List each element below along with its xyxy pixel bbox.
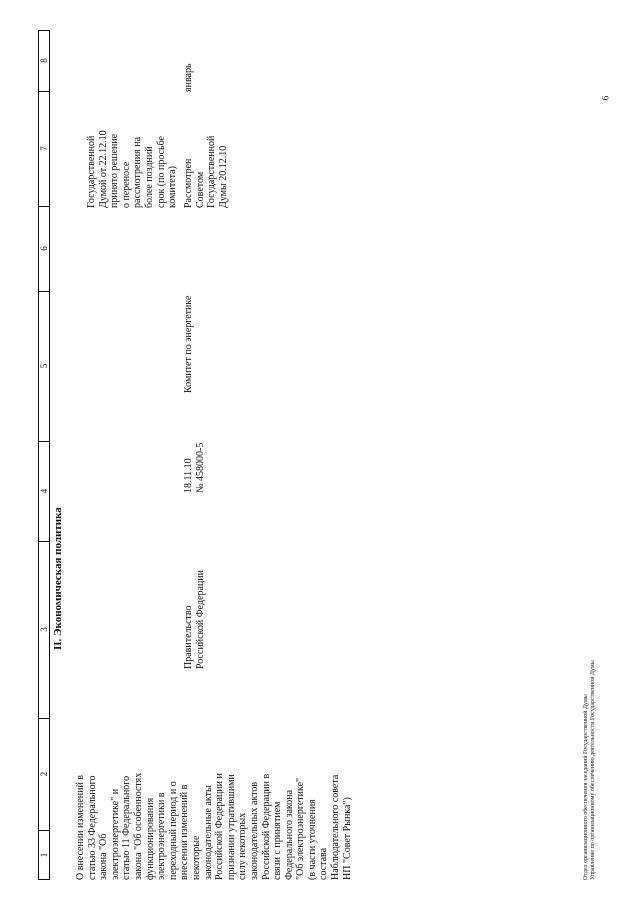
column-header-3: 3 [39,541,49,719]
column-header-6: 6 [39,206,49,292]
row-title-lines: О внесении изменений в статью 33 Федерального закона "Об электроэнергетике" и статью 11 Федерального закона "Об особенностях функционирования электроэнергетики в переходный период и о внесении изменений в некоторые законодательные акты Российской Федерации и признании утратившими силу некоторых законодательных актов Российской Федерации в связи с принятием Федерального закона "Об электроэнергетике" (в части уточнения состава Наблюдательного совета НП "Совет Рынка") [75,772,353,880]
initiator-text: Правительство Российской Федерации [183,569,206,669]
committee-text: Комитет по энергетике [183,295,194,393]
footer-line-1: Отдел организационного обеспечения заседаний Государственной Думы [583,694,589,880]
page-number: 6 [600,95,611,101]
column-header-4: 4 [39,441,49,542]
month-cell [183,32,203,92]
footer [583,580,623,880]
initiator-cell [183,499,213,669]
month-text: январь [183,63,194,92]
date-number-cell [183,393,213,493]
status-cell [183,93,233,208]
section-title: II. Экономическая политика [52,507,64,650]
footer-line-2: Управление по организационному обеспечению деятельности Государственной Думы [590,660,596,880]
status-prev-cell [86,93,181,208]
committee-cell [183,243,203,393]
column-header-1: 1 [39,852,49,858]
column-header-2: 2 [39,718,49,831]
column-header-8: 8 [39,30,49,92]
date-number-text: 18.11.10 № 458000-5 [183,442,206,493]
status-text: Рассмотрен Советом Государственной Думы 20.12.10 [183,135,229,208]
column-header-7: 7 [39,91,49,207]
column-header-row [38,30,50,880]
column-header-5: 5 [39,291,49,442]
status-prev-text: Государственной Думой от 22.12.10 принято решение о переносе рассмотрения на более поздний срок (по просьбе комитета) [86,130,179,208]
title-column [75,670,353,880]
